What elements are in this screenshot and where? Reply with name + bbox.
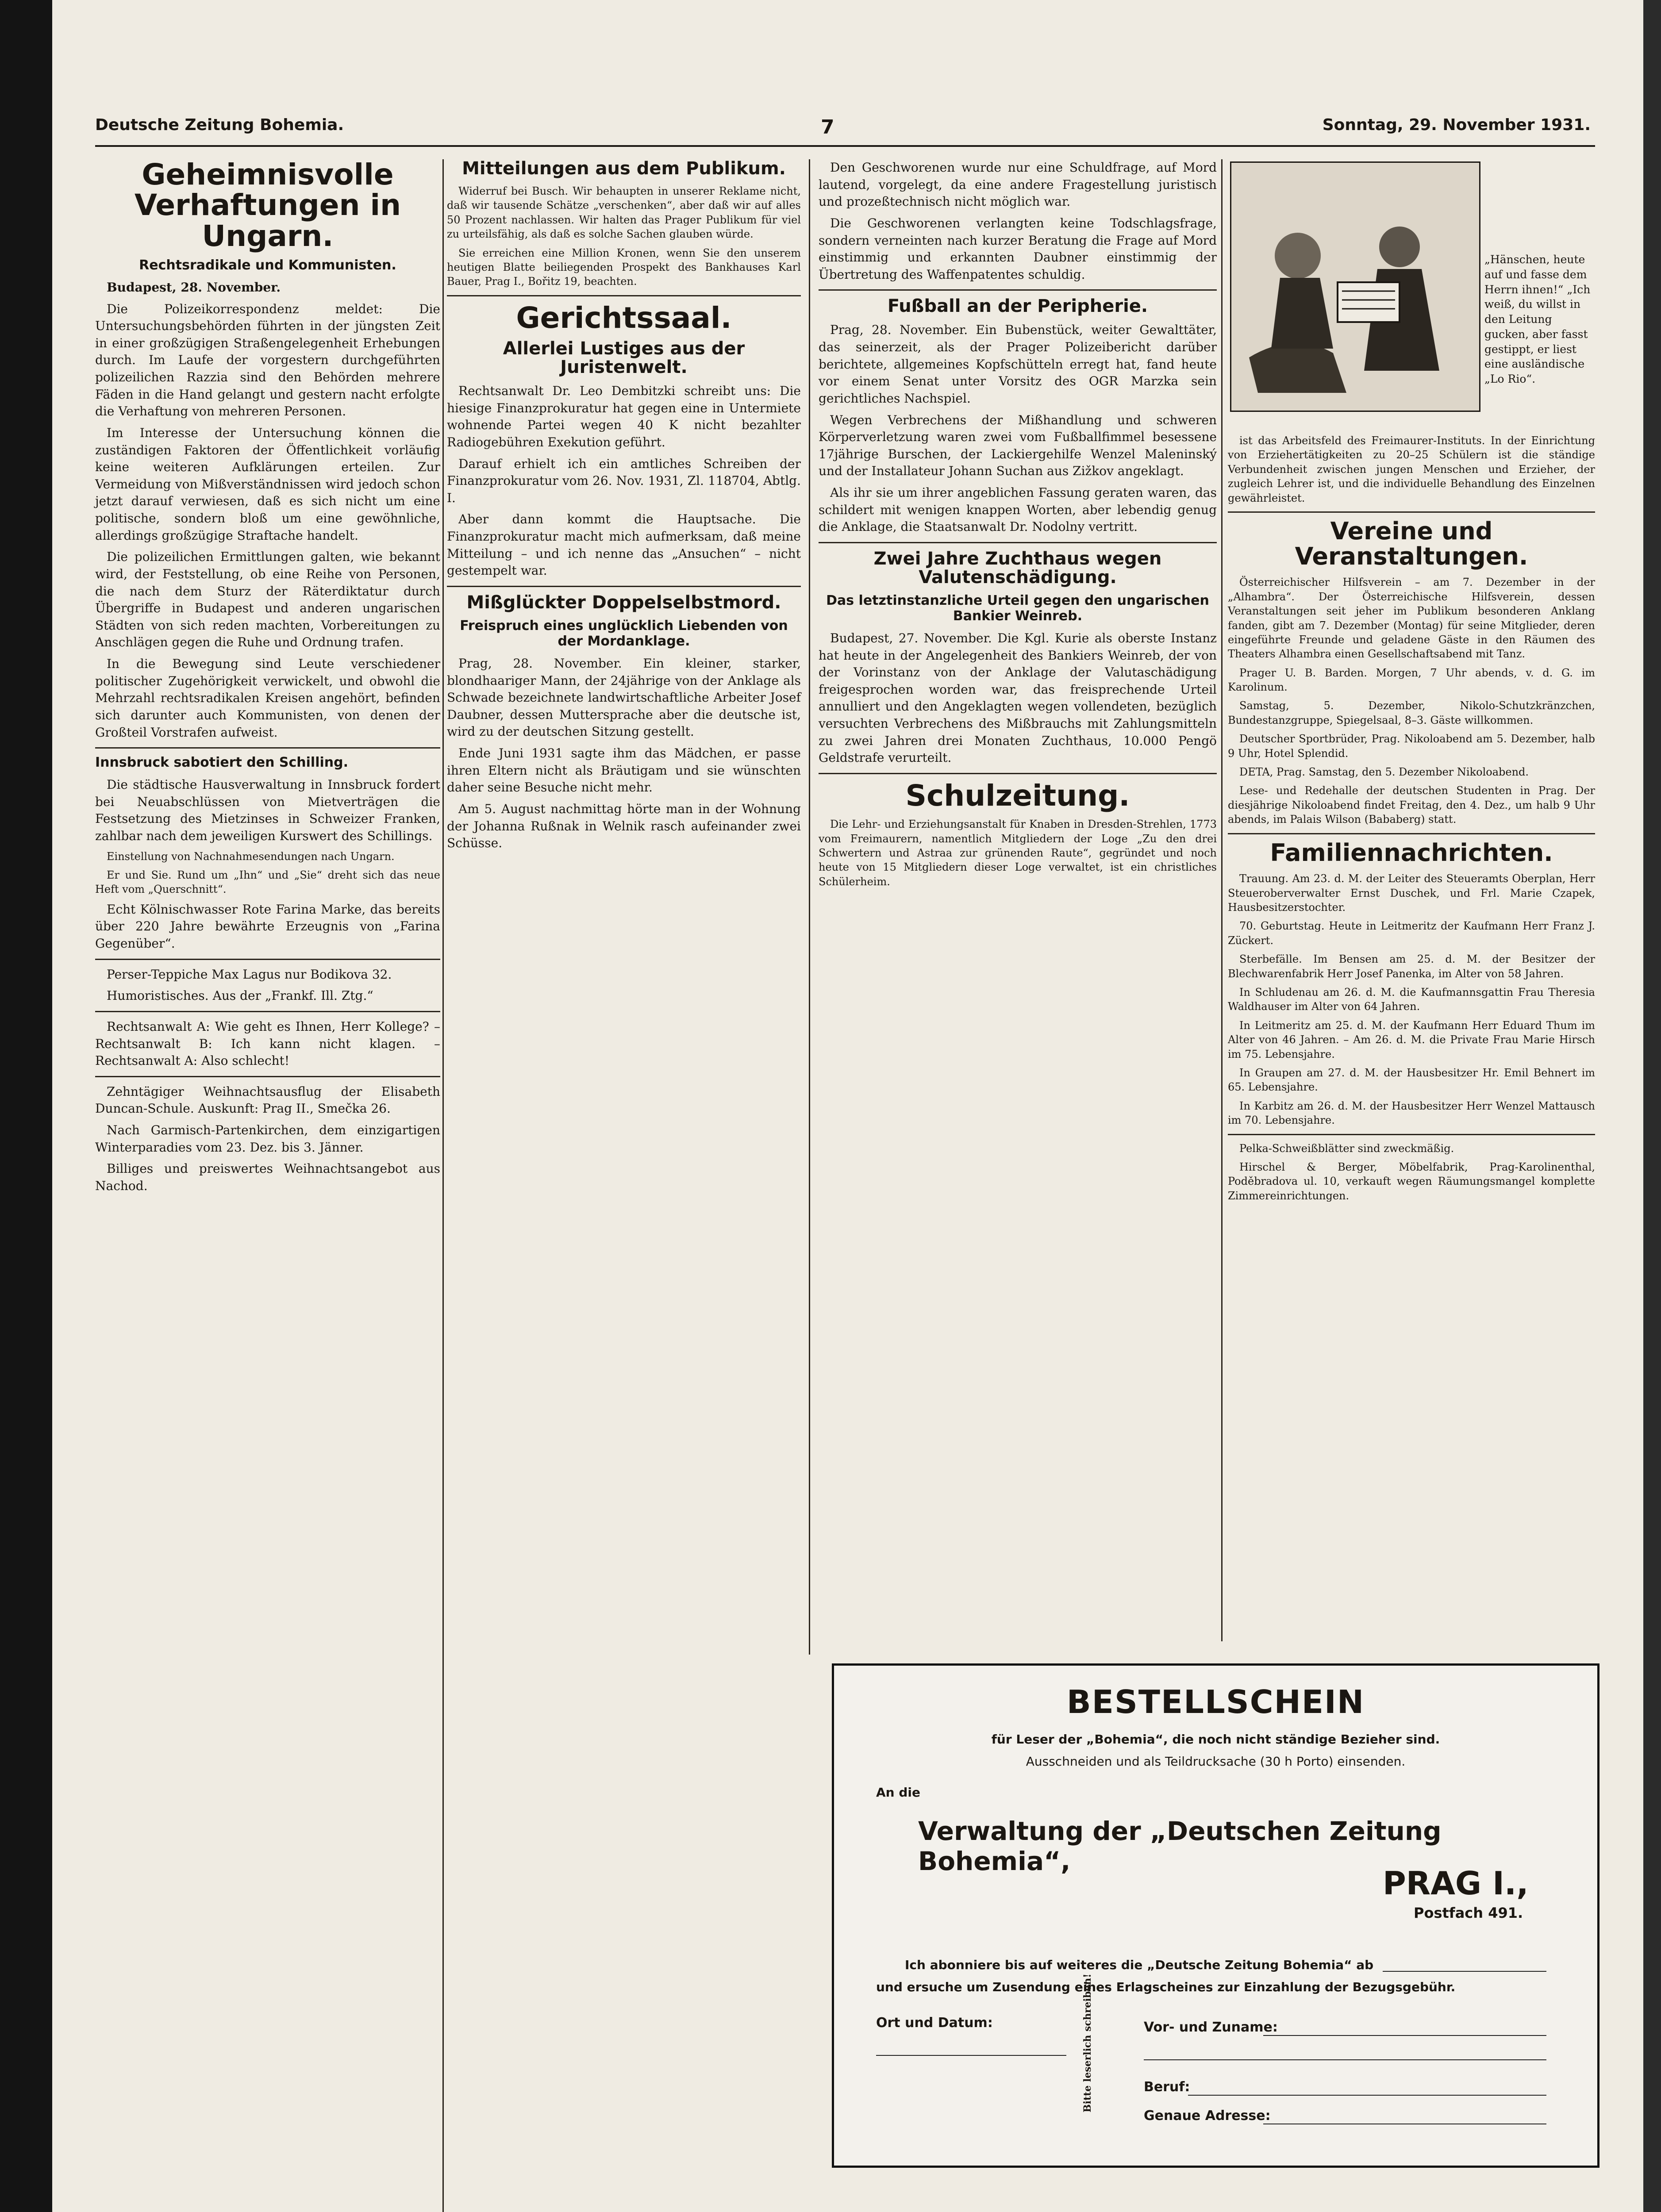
address-label: Genaue Adresse: bbox=[1144, 2108, 1271, 2124]
article-paragraph: Im Interesse der Untersuchung können die zuständigen Faktoren der Öffentlichkeit vorläufig keine weiteren Aufklärungen erteilen. Zur Vermeidung von Mißverständnissen wird jedoch schon jetzt darauf verwiesen, daß es sich nicht um eine politische, sondern bloß um eine gewöhnliche, allerdings großzügige Straftache handelt. bbox=[95, 425, 440, 543]
page-header bbox=[95, 116, 1591, 147]
headline-hungary-arrests: Geheimnisvolle Verhaftungen in Ungarn. bbox=[134, 157, 401, 253]
order-form-to: An die bbox=[876, 1785, 920, 1800]
article-title: Mißglückter Doppelselbstmord. bbox=[466, 592, 781, 613]
family-notice: In Schludenau am 26. d. M. die Kaufmannsgattin Frau Theresia Waldhauser im Alter von 64 Jahren. bbox=[1228, 986, 1595, 1013]
scan-border-right bbox=[1643, 0, 1661, 2212]
order-form-line: Ausschneiden und als Teildrucksache (30 h Porto) einsenden. bbox=[1026, 1754, 1406, 1769]
divider bbox=[819, 289, 1217, 291]
column-divider bbox=[442, 159, 444, 2212]
article-subtitle: Das letztinstanzliche Urteil gegen den ungarischen Bankier Weinreb. bbox=[826, 592, 1209, 624]
place-date-label: Ort und Datum: bbox=[876, 2015, 993, 2031]
notice-title: Innsbruck sabotiert den Schilling. bbox=[95, 755, 349, 771]
name-label: Vor- und Zuname: bbox=[1144, 2020, 1278, 2035]
column-3 bbox=[819, 159, 1217, 893]
article-paragraph: Am 5. August nachmittag hörte man in der Wohnung der Johanna Rußnak in Welnik rasch aufeinander zwei Schüsse. bbox=[447, 801, 801, 851]
column-2 bbox=[447, 159, 801, 856]
section-public-notices: Mitteilungen aus dem Publikum. bbox=[462, 158, 786, 179]
article-title: Fußball an der Peripherie. bbox=[887, 296, 1148, 317]
column-divider bbox=[1221, 434, 1223, 1641]
article-paragraph: Ende Juni 1931 sagte ihm das Mädchen, er passe ihren Eltern nicht als Bräutigam und sie wünschten daher seine Besuche nicht mehr. bbox=[447, 746, 801, 795]
event-item: Österreichischer Hilfsverein – am 7. Dezember in der „Alhambra“. Der Österreichische Hilfsverein, dessen Veranstaltungen seit jeher im Publikum besonderen Anklang fanden, gibt am 7. Dezember (Montag) für seine Mitglieder, deren eingeführte Freunde und geladene Gäste in den Räumen des Theaters Alhambra einen Gesellschaftsabend mit Tanz. bbox=[1228, 576, 1595, 661]
article-paragraph: Die Geschworenen verlangten keine Todschlagsfrage, sondern verneinten nach kurzer Beratung die Frage auf Mord einstimmig und erkannten Daubner einstimmig der Übertretung des Waffenpatentes schuldig. bbox=[819, 215, 1217, 282]
cartoon-caption: „Hänschen, heute auf und fasse dem Herrn ihnen!“ „Ich weiß, du willst in den Leitung gucken, aber fasst gestippt, er liest eine ausländische „Lo Rio“. bbox=[1484, 253, 1591, 385]
event-item: Lese- und Redehalle der deutschen Studenten in Prag. Der diesjährige Nikoloabend findet Freitag, den 4. Dez., um halb 9 Uhr abends, im Palais Wilson (Bababerg) statt. bbox=[1228, 784, 1595, 826]
cartoon-illustration bbox=[1230, 161, 1480, 412]
article-paragraph: Darauf erhielt ich ein amtliches Schreiben der Finanzprokuratur vom 26. Nov. 1931, Zl. 118704, Abtlg. I. bbox=[447, 456, 801, 505]
ad-text: Pelka-Schweißblätter sind zweckmäßig. bbox=[1239, 1142, 1454, 1155]
order-form-title: BESTELLSCHEIN bbox=[1066, 1683, 1365, 1720]
section-school: Schulzeitung. bbox=[905, 778, 1130, 813]
column-1 bbox=[95, 159, 440, 1199]
event-item: Samstag, 5. Dezember, Nikolo-Schutzkränzchen, Bundestanzgruppe, Spiegelsaal, 8–3. Gäste willkommen. bbox=[1228, 699, 1595, 726]
notice-text: Widerruf bei Busch. Wir behaupten in unserer Reklame nicht, daß wir tausende Schätze „verschenken“, aber daß wir auf alles 50 Prozent nachlassen. Wir halten das Prager Publikum für viel zu urteilsfähig, als daß es solche Sachen glauben würde. bbox=[447, 185, 801, 241]
article-paragraph: Die Lehr- und Erziehungsanstalt für Knaben in Dresden-Strehlen, 1773 vom Freimaurern, namentlich Mitgliedern der Loge „Zu den drei Schwertern und Astraa zur grünenden Raute“, gegründet und noch heute von 15 Mitgliedern dieser Loge verwaltet, ist ein christliches Schülerheim. bbox=[819, 818, 1217, 888]
order-form-subscribe: Ich abonniere bis auf weiteres die „Deutsche Zeitung Bohemia“ ab bbox=[905, 1958, 1374, 1972]
divider bbox=[1228, 1134, 1595, 1135]
issue-date: Sonntag, 29. November 1931. bbox=[1322, 116, 1591, 134]
column-divider bbox=[1221, 159, 1223, 434]
ad-text: Rechtsanwalt A: Wie geht es Ihnen, Herr Kollege? – Rechtsanwalt B: Ich kann nicht klagen. – Rechtsanwalt A: Also schlecht! bbox=[95, 1019, 440, 1068]
article-paragraph: Den Geschworenen wurde nur eine Schuldfrage, auf Mord lautend, vorgelegt, da eine andere Fragestellung juristisch und prozeßtechnisch nicht möglich war. bbox=[819, 160, 1217, 209]
order-form-request: und ersuche um Zusendung eines Erlagscheines zur Einzahlung der Bezugsgebühr. bbox=[876, 1980, 1456, 1994]
ad-text: Einstellung von Nachnahmesendungen nach Ungarn. bbox=[107, 850, 395, 863]
job-label: Beruf: bbox=[1144, 2079, 1190, 2095]
ad-text: Zehntägiger Weihnachtsausflug der Elisabeth Duncan-Schule. Auskunft: Prag II., Smečka 26. bbox=[95, 1084, 440, 1116]
article-paragraph: Rechtsanwalt Dr. Leo Dembitzki schreibt uns: Die hiesige Finanzprokuratur hat gegen eine in Untermiete wohnende Partei wegen 40 K nicht bezahlter Radiogebühren Exekution geführt. bbox=[447, 384, 801, 449]
newspaper-name: Deutsche Zeitung Bohemia. bbox=[95, 116, 344, 134]
ad-text: Billiges und preiswertes Weihnachtsangebot aus Nachod. bbox=[95, 1161, 440, 1193]
name-line[interactable] bbox=[1263, 2035, 1546, 2036]
ad-text: Echt Kölnischwasser Rote Farina Marke, das bereits über 220 Jahre bewährte Erzeugnis von „Farina Gegenüber“. bbox=[95, 902, 440, 951]
article-paragraph: Budapest, 27. November. Die Kgl. Kurie als oberste Instanz hat heute in der Angelegenheit des Bankiers Weinreb, der von der Vorinstanz von der Anklage der Valutaschädigung freigesprochen worden war, das freisprechende Urteil annulliert und den Angeklagten wegen vollendeten, bezüglich versuchten Verbrechens des Mißbrauchs mit Zahlungsmitteln zu zwei Jahren drei Monaten Zuchthaus, 10.000 Pengö Geldstrafe verurteilt. bbox=[819, 630, 1217, 765]
article-paragraph: Prag, 28. November. Ein kleiner, starker, blondhaariger Mann, der 24jährige von der Anklage als Schwade bezeichnete landwirtschaftliche Arbeiter Josef Daubner, dessen Muttersprache aber die deutsche ist, wird zu der deutschen Sitzung gestellt. bbox=[447, 656, 801, 739]
divider bbox=[1228, 833, 1595, 834]
section-courtroom: Gerichtssaal. bbox=[516, 300, 732, 335]
start-date-line[interactable] bbox=[1383, 1971, 1546, 1972]
order-form-pobox: Postfach 491. bbox=[1414, 1905, 1523, 1921]
family-notice: 70. Geburtstag. Heute in Leitmeritz der Kaufmann Herr Franz J. Zückert. bbox=[1228, 920, 1595, 947]
article-paragraph: Die polizeilichen Ermittlungen galten, wie bekannt wird, der Feststellung, ob eine Reihe von Personen, die nach dem Sturz der Räterdiktatur durch Übergriffe in Budapest und anderen ungarischen Städten von sich reden machten, Vorbereitungen zu Anschlägen gegen die Ruhe und Ordnung trafen. bbox=[95, 549, 440, 650]
order-form-recipient: Verwaltung der „Deutschen Zeitung Bohemia“, bbox=[918, 1816, 1442, 1876]
subheadline: Rechtsradikale und Kommunisten. bbox=[139, 257, 396, 273]
divider bbox=[819, 773, 1217, 774]
header-rule bbox=[95, 145, 1595, 147]
job-line[interactable] bbox=[1188, 2095, 1546, 2096]
divider bbox=[819, 542, 1217, 543]
family-notice: In Karbitz am 26. d. M. der Hausbesitzer Herr Wenzel Mattausch im 70. Lebensjahre. bbox=[1228, 1099, 1595, 1127]
ad-text: Hirschel & Berger, Möbelfabrik, Prag-Karolinenthal, Poděbradova ul. 10, verkauft wegen Räumungsmangel komplette Zimmereinrichtungen. bbox=[1228, 1160, 1595, 1202]
event-item: Prager U. B. Barden. Morgen, 7 Uhr abends, v. d. G. im Karolinum. bbox=[1228, 666, 1595, 694]
divider bbox=[447, 295, 801, 296]
ad-text: Humoristisches. Aus der „Frankf. Ill. Ztg.“ bbox=[107, 988, 373, 1003]
scan-border-left bbox=[0, 0, 52, 2212]
article-paragraph: ist das Arbeitsfeld des Freimaurer-Instituts. In der Einrichtung von Erziehertätigkeiten zu 20–25 Schülern ist die ständige Verbundenheit zwischen jungen Menschen und Erzieher, der zugleich Lehrer ist, und die individuelle Behandlung des Einzelnen gewährleistet. bbox=[1228, 434, 1595, 504]
ad-text: Er und Sie. Rund um „Ihn“ und „Sie“ dreht sich das neue Heft vom „Querschnitt“. bbox=[95, 869, 440, 896]
event-item: Deutscher Sportbrüder, Prag. Nikoloabend am 5. Dezember, halb 9 Uhr, Hotel Splendid. bbox=[1228, 733, 1595, 760]
order-form-city: PRAG I., bbox=[1383, 1865, 1529, 1902]
family-notice: In Leitmeritz am 25. d. M. der Kaufmann Herr Eduard Thum im Alter von 46 Jahren. – Am 26. d. M. die Private Frau Marie Hirsch im 75. Lebensjahre. bbox=[1228, 1019, 1595, 1060]
family-notice: Trauung. Am 23. d. M. der Leiter des Steueramts Oberplan, Herr Steueroberverwalter Ernst Duschek, und Frl. Marie Czapek, Hausbesitzerstochter. bbox=[1228, 872, 1595, 914]
article-paragraph: Die Polizeikorrespondenz meldet: Die Untersuchungsbehörden führten in der jüngsten Zeit in einer großzügigen Straßengelegenheit Erhebungen durch. Im Laufe der vorgestern durchgeführten polizeilichen Razzia sind den Behörden mehrere Fäden in die Hand gelangt und gestern nacht erfolgte die Verhaftung von mehreren Personen. bbox=[95, 301, 440, 419]
article-paragraph: Prag, 28. November. Ein Bubenstück, weiter Gewalttäter, das seinerzeit, als der Prager Polizeibericht darüber berichtete, allgemeines Kopfschütteln erregt hat, fand heute vor einem Senat unter Vorsitz des OGR Marzka sein gerichtliches Nachspiel. bbox=[819, 323, 1217, 406]
column-4 bbox=[1228, 434, 1595, 1207]
divider bbox=[1228, 511, 1595, 513]
ad-text: Perser-Teppiche Max Lagus nur Bodikova 32. bbox=[107, 967, 392, 982]
page-number: 7 bbox=[821, 116, 834, 138]
article-paragraph: Wegen Verbrechens der Mißhandlung und schweren Körperverletzung waren zwei vom Fußballfimmel besessene 17jährige Burschen, der Lackiergehilfe Wenzel Maleninský und der Installateur Johann Suchan aus Zižkov angeklagt. bbox=[819, 412, 1217, 479]
divider bbox=[95, 959, 440, 960]
name-line-2[interactable] bbox=[1144, 2059, 1546, 2060]
notice-text: Sie erreichen eine Million Kronen, wenn Sie den unserem heutigen Blatte beiliegenden Prospekt des Bankhauses Karl Bauer, Prag I., Bořitz 19, beachten. bbox=[447, 246, 801, 288]
article-title: Allerlei Lustiges aus der Juristenwelt. bbox=[503, 338, 745, 378]
divider bbox=[95, 747, 440, 749]
order-form-stamp: Bitte leserlich schreiben! bbox=[1082, 1974, 1093, 2112]
place-date-line[interactable] bbox=[876, 2055, 1066, 2056]
section-family: Familiennachrichten. bbox=[1270, 838, 1553, 867]
ad-text: Nach Garmisch-Partenkirchen, dem einzigartigen Winterparadies vom 23. Dez. bis 3. Jänner. bbox=[95, 1123, 440, 1155]
divider bbox=[95, 1011, 440, 1012]
article-subtitle: Freispruch eines unglücklich Liebenden von der Mordanklage. bbox=[460, 618, 788, 649]
dateline: Budapest, 28. November. bbox=[107, 280, 281, 295]
article-title: Zwei Jahre Zuchthaus wegen Valutenschädigung. bbox=[873, 548, 1162, 588]
family-notice: In Graupen am 27. d. M. der Hausbesitzer Hr. Emil Behnert im 65. Lebensjahre. bbox=[1228, 1066, 1595, 1094]
order-form-line: für Leser der „Bohemia“, die noch nicht ständige Bezieher sind. bbox=[991, 1732, 1440, 1747]
divider bbox=[447, 586, 801, 587]
article-paragraph: Aber dann kommt die Hauptsache. Die Finanzprokuratur macht mich aufmerksam, daß meine Mitteilung – und ich nenne das „Ansuchen“ – nicht gestempelt war. bbox=[447, 512, 801, 578]
subscription-order-form bbox=[832, 1663, 1599, 2168]
column-divider bbox=[809, 159, 810, 1655]
event-item: DETA, Prag. Samstag, den 5. Dezember Nikoloabend. bbox=[1239, 766, 1529, 779]
article-paragraph: In die Bewegung sind Leute verschiedener politischer Zugehörigkeit verwickelt, und obwohl die Mehrzahl rechtsradikalen Kreisen angehört, befinden sich darunter auch Kommunisten, von denen der Großteil Vorstrafen aufweist. bbox=[95, 657, 440, 740]
divider bbox=[95, 1076, 440, 1077]
family-notice: Sterbefälle. Im Bensen am 25. d. M. der Besitzer der Blechwarenfabrik Herr Josef Panenka, im Alter von 58 Jahren. bbox=[1228, 953, 1595, 980]
article-paragraph: Als ihr sie um ihrer angeblichen Fassung geraten waren, das schildert mit wenigen knappen Worten, aber lebendig genug die Anklage, die Staatsanwalt Dr. Nodolny vertritt. bbox=[819, 485, 1217, 534]
notice-text: Die städtische Hausverwaltung in Innsbruck fordert bei Neuabschlüssen von Mietverträgen die Festsetzung des Mietzinses in Schweizer Franken, zahlbar nach dem jeweiligen Kurswert des Schillings. bbox=[95, 777, 440, 844]
section-events: Vereine und Veranstaltungen. bbox=[1295, 517, 1528, 570]
